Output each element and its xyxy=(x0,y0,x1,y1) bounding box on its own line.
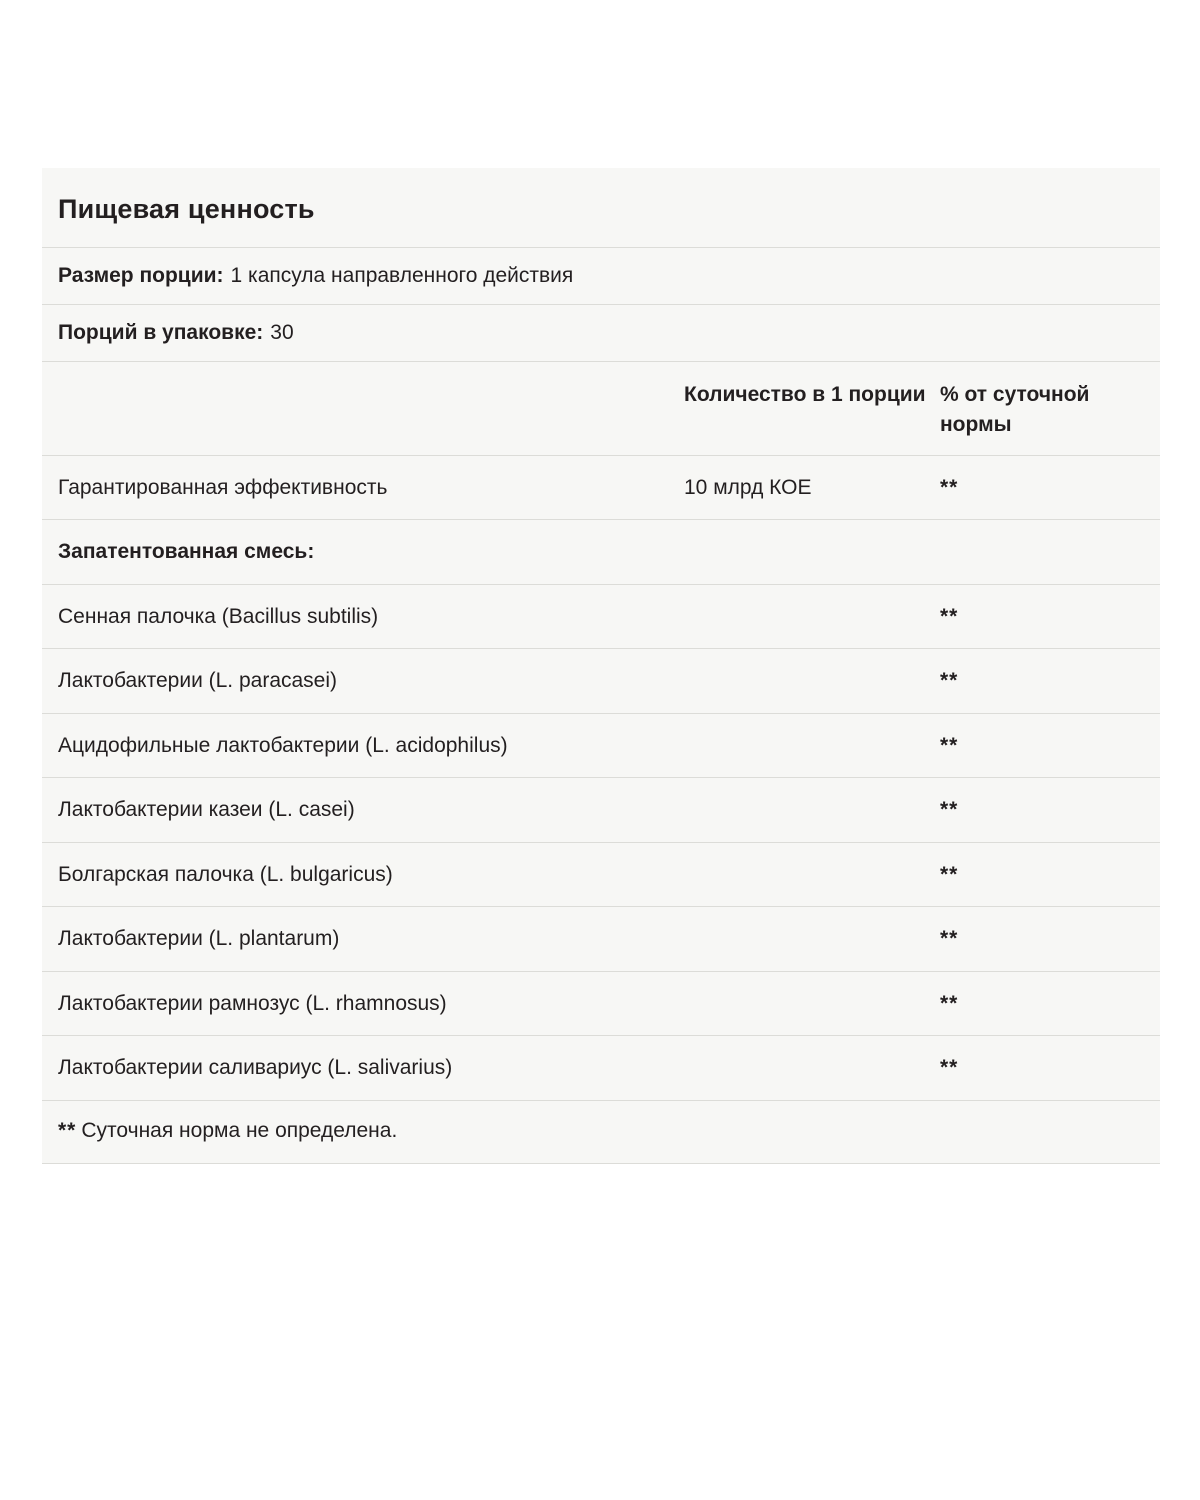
column-header-amount: Количество в 1 порции xyxy=(684,383,926,406)
nutrient-name: Лактобактерии рамнозус (L. rhamnosus) xyxy=(58,991,447,1015)
footnote xyxy=(42,1101,1160,1163)
nutrient-name: Болгарская палочка (L. bulgaricus) xyxy=(58,862,393,886)
daily-value-marker: ** xyxy=(940,1056,959,1080)
nutrient-name: Запатентованная смесь: xyxy=(58,540,315,564)
footnote-text: Суточная норма не определена. xyxy=(81,1118,398,1142)
serving-size-row xyxy=(42,248,1160,304)
nutrient-name: Сенная палочка (Bacillus subtilis) xyxy=(58,604,379,628)
daily-value-marker: ** xyxy=(940,798,959,822)
daily-value-marker: ** xyxy=(940,475,959,499)
table-row xyxy=(42,907,1160,971)
nutrient-name: Лактобактерии (L. plantarum) xyxy=(58,927,340,951)
serving-size-value: 1 капсула направленного действия xyxy=(230,264,574,287)
column-header-daily-value: % от суточной нормы xyxy=(940,383,1090,437)
servings-per-container-label: Порций в упаковке: xyxy=(58,321,264,344)
nutrient-name: Лактобактерии саливариус (L. salivarius) xyxy=(58,1056,453,1080)
table-row xyxy=(42,714,1160,778)
nutrient-name: Ацидофильные лактобактерии (L. acidophilus) xyxy=(58,733,508,757)
daily-value-marker: ** xyxy=(940,862,959,886)
page-title: Пищевая ценность xyxy=(58,194,315,224)
table-row xyxy=(42,456,1160,520)
divider xyxy=(42,1163,1160,1164)
nutrient-name: Гарантированная эффективность xyxy=(58,475,388,499)
nutrient-name: Лактобактерии казеи (L. casei) xyxy=(58,798,355,822)
table-row xyxy=(42,520,1160,584)
daily-value-marker: ** xyxy=(940,991,959,1015)
table-row xyxy=(42,843,1160,907)
table-row xyxy=(42,585,1160,649)
servings-per-container-value: 30 xyxy=(270,321,294,344)
daily-value-marker: ** xyxy=(940,927,959,951)
servings-per-container-row xyxy=(42,305,1160,361)
table-row xyxy=(42,972,1160,1036)
daily-value-marker: ** xyxy=(940,604,959,628)
table-row xyxy=(42,1036,1160,1100)
nutrient-amount: 10 млрд КОЕ xyxy=(684,475,812,499)
daily-value-marker: ** xyxy=(940,733,959,757)
serving-size-label: Размер порции: xyxy=(58,264,224,287)
table-row xyxy=(42,778,1160,842)
table-row xyxy=(42,649,1160,713)
nutrition-facts-panel xyxy=(42,168,1160,1164)
daily-value-marker: ** xyxy=(940,669,959,693)
nutrient-name: Лактобактерии (L. paracasei) xyxy=(58,669,338,693)
table-header-row xyxy=(42,362,1160,455)
footnote-marker: ** xyxy=(58,1118,77,1142)
